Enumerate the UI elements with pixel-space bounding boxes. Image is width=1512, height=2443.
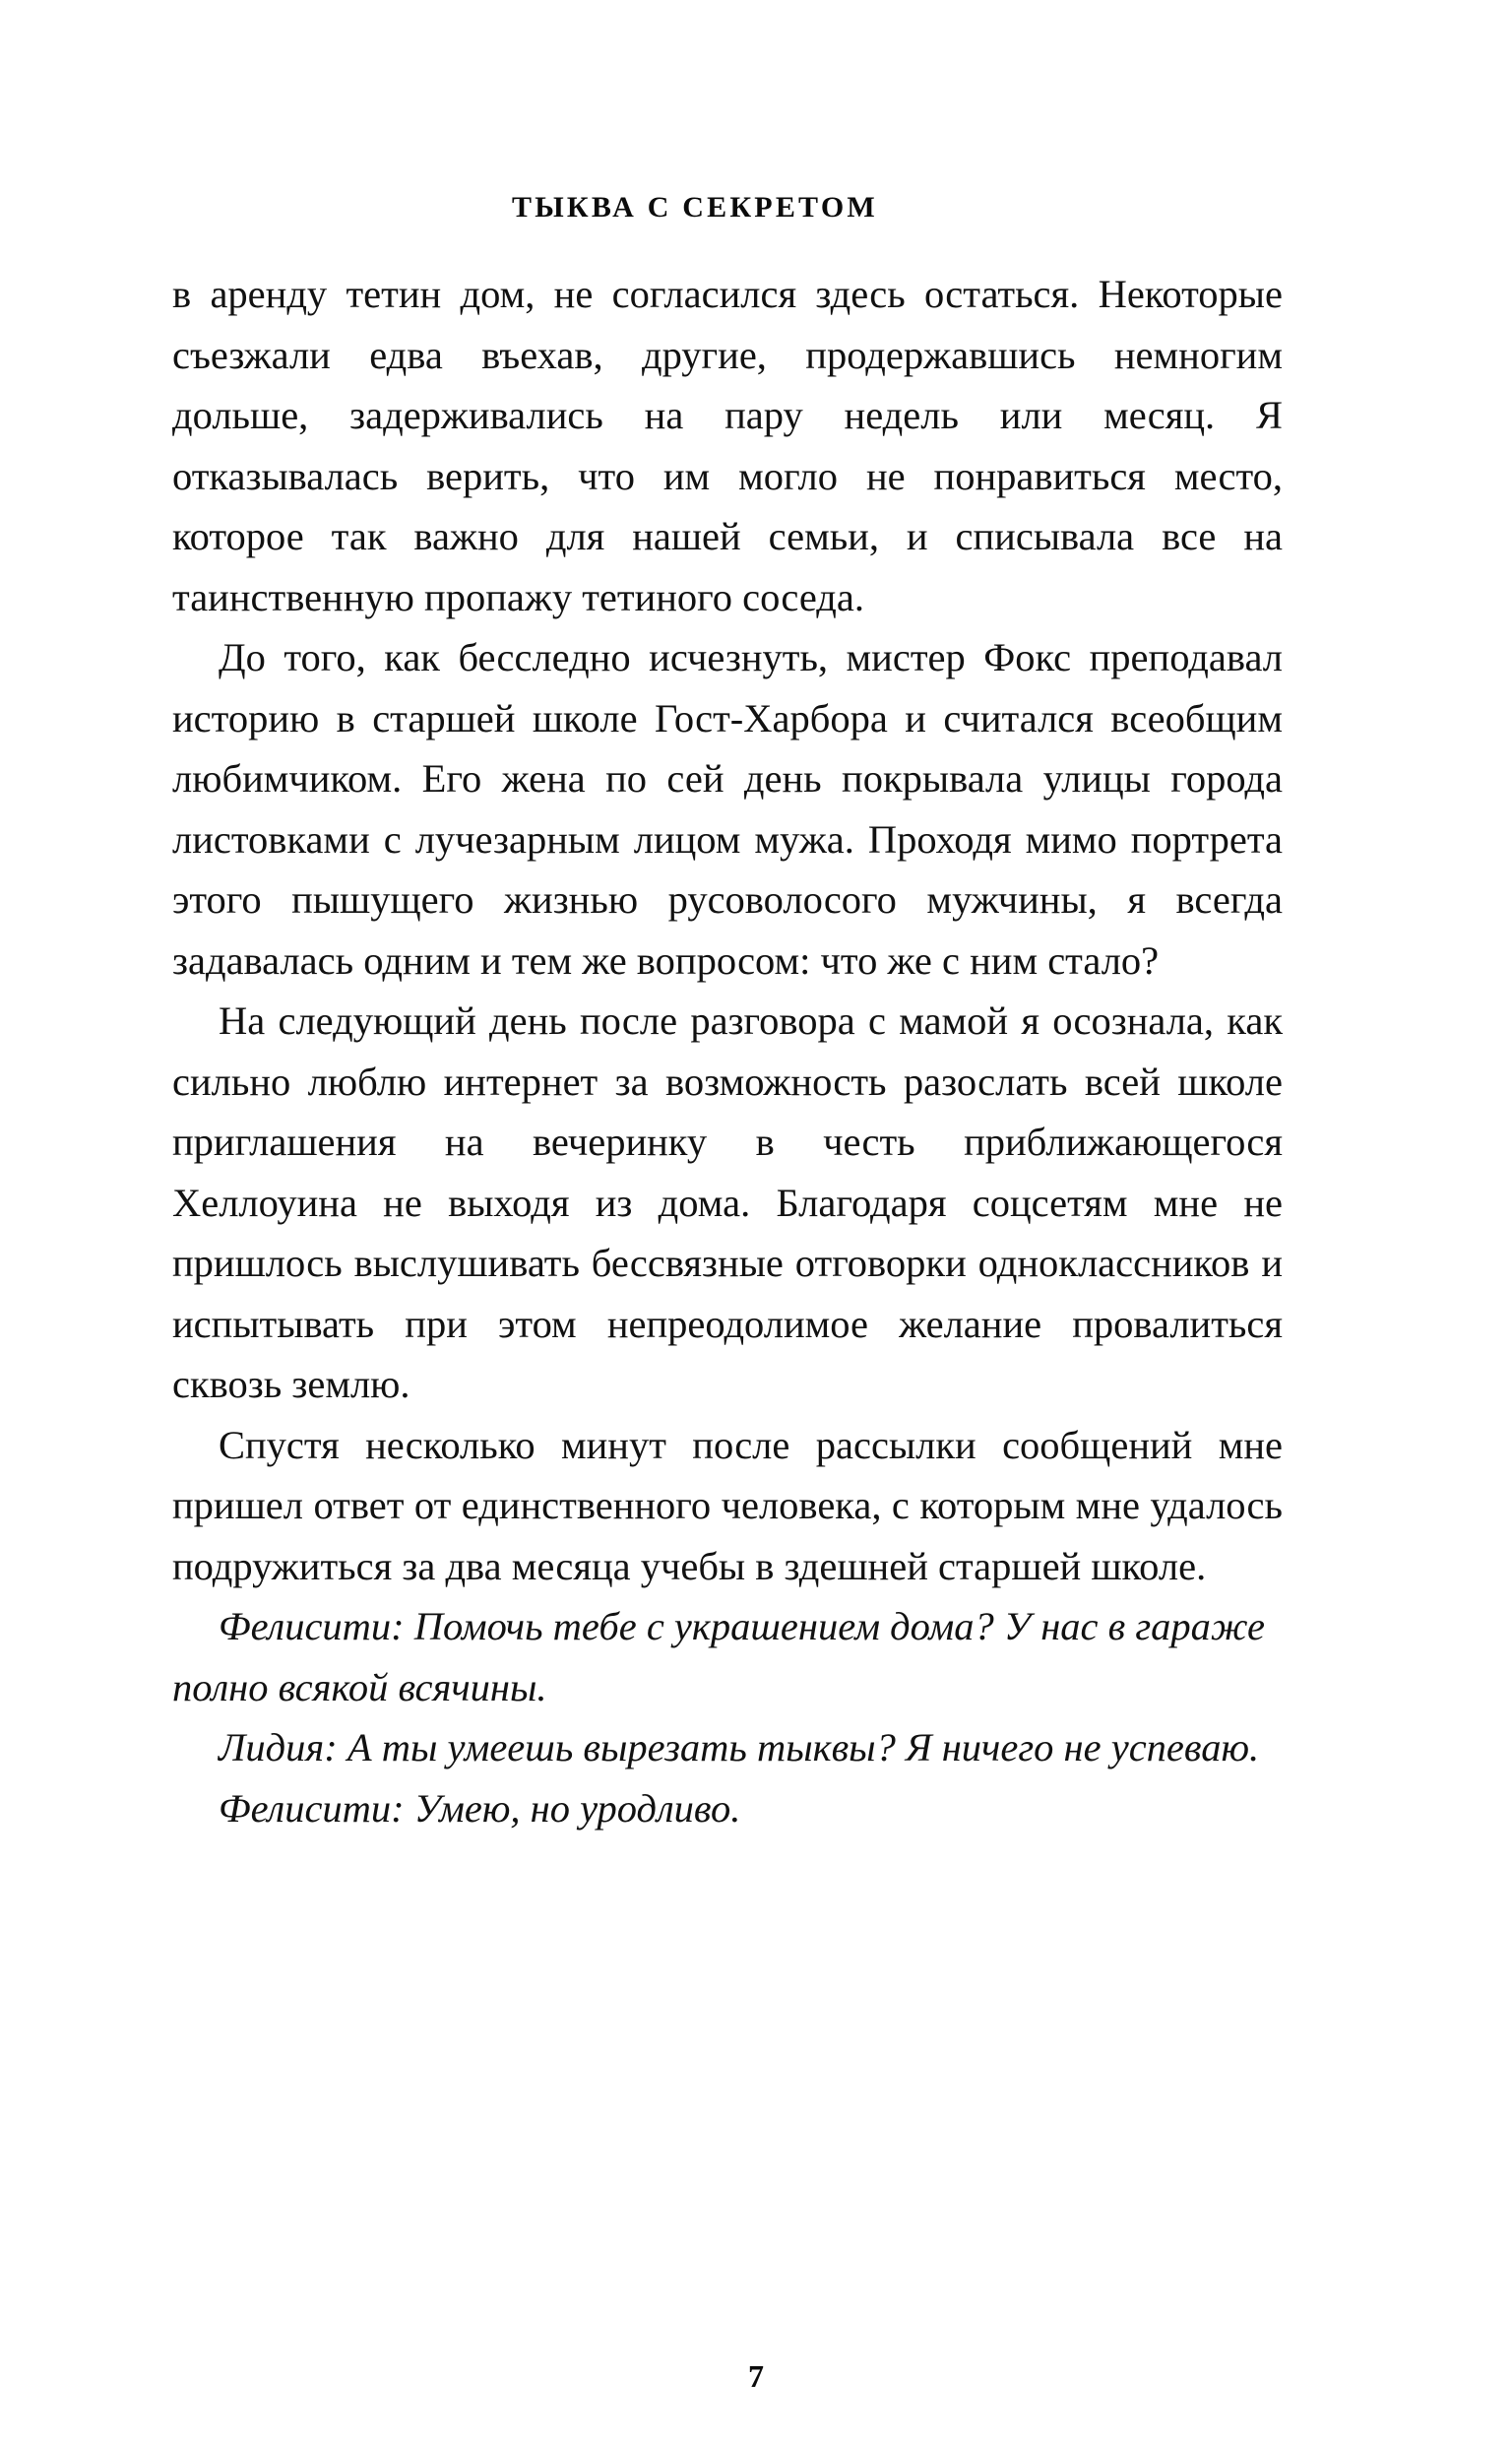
- page-number: 7: [748, 2358, 764, 2394]
- chat-message: Фелисити: Умею, но уродливо.: [219, 1785, 741, 1831]
- paragraph: Спустя несколько минут после рассылки сообщений мне пришел ответ от единственного человека, с которым мне удалось подружиться за два месяца учебы в здешней старшей школе.: [172, 1422, 1283, 1588]
- chat-message: Лидия: А ты умеешь вырезать тыквы? Я ничего не успеваю.: [219, 1725, 1260, 1769]
- chat-message: Фелисити: Помочь тебе с украшением дома? У нас в гараже полно всякой всячины.: [172, 1604, 1266, 1709]
- body-text: [172, 264, 1283, 1838]
- page-content: [172, 0, 1283, 1838]
- paragraph: На следующий день после разговора с мамой я осознала, как сильно люблю интернет за возможность разослать всей школе приглашения на вечеринку в честь приближающегося Хеллоуина не выходя из дома. Благодаря соцсетям мне не пришлось выслушивать бессвязные отговорки одноклассников и испытывать при этом непреодолимое желание провалиться сквозь землю.: [172, 998, 1283, 1406]
- paragraph: До того, как бесследно исчезнуть, мистер Фокс преподавал историю в старшей школе Гост-Харбора и считался всеобщим любимчиком. Его жена по сей день покрывала улицы города листовками с лучезарным лицом мужа. Проходя мимо портрета этого пышущего жизнью русоволосого мужчины, я всегда задавалась одним и тем же вопросом: что же с ним стало?: [172, 635, 1283, 983]
- running-head: ТЫКВА С СЕКРЕТОМ: [512, 191, 878, 224]
- paragraph: в аренду тетин дом, не согласился здесь остаться. Некоторые съезжали едва въехав, другие, продержавшись немногим дольше, задерживались на пару недель или месяц. Я отказывалась верить, что им могло не понравиться место, которое так важно для нашей семьи, и списывала все на таинственную пропажу тетиного соседа.: [172, 272, 1283, 619]
